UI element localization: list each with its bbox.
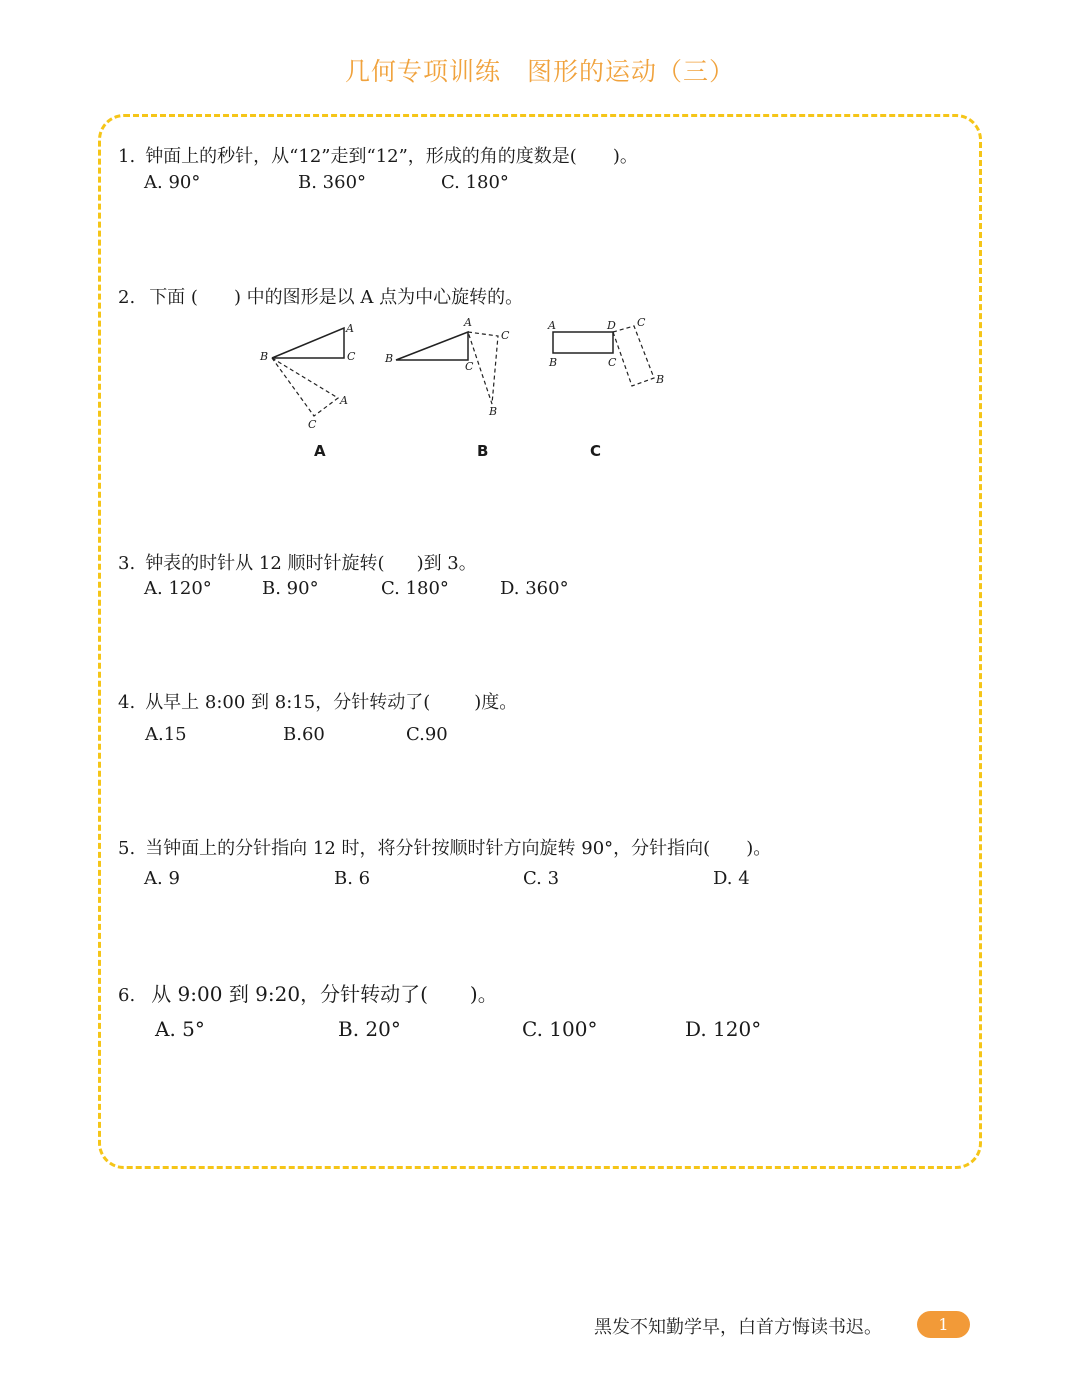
- title-topic: 图形的运动（三）: [527, 57, 736, 86]
- question-3: [118, 549, 477, 575]
- vertex-label: B: [260, 350, 269, 363]
- vertex-label: C: [501, 329, 510, 342]
- question-text: 从 9:00 到 9:20，分针转动了(: [151, 982, 428, 1006]
- option-d: D. 360°: [500, 578, 569, 599]
- option-c: C. 180°: [381, 578, 449, 599]
- question-text-end: )。: [612, 146, 638, 167]
- vertex-label: C: [347, 350, 356, 363]
- vertex-label: A: [346, 322, 354, 335]
- question-number: 2.: [118, 287, 136, 308]
- option-b: B. 20°: [338, 1017, 401, 1041]
- question-text-end: )度。: [474, 692, 518, 713]
- question-text: 钟面上的秒针，从“12”走到“12”，形成的角的度数是(: [145, 146, 577, 167]
- vertex-label: A: [464, 316, 472, 329]
- vertex-label: B: [385, 352, 394, 365]
- question-number: 5.: [118, 838, 136, 859]
- option-a: A.15: [145, 724, 187, 745]
- figure-label-a: A: [314, 442, 326, 460]
- figure-c-diagram: [547, 316, 664, 386]
- vertex-label: C: [637, 316, 646, 329]
- vertex-label: C: [608, 356, 617, 369]
- question-text: 下面 (: [149, 287, 198, 308]
- question-text: 从早上 8:00 到 8:15，分针转动了(: [145, 692, 431, 713]
- figure-a-diagram: [259, 322, 356, 431]
- option-d: D. 4: [713, 868, 750, 889]
- vertex-label: B: [549, 356, 558, 369]
- option-c: C. 100°: [522, 1017, 598, 1041]
- figure-label-c: C: [590, 442, 602, 460]
- page-title: [0, 52, 1080, 88]
- vertex-label: A: [340, 394, 348, 407]
- option-b: B. 360°: [298, 172, 367, 193]
- triangle-original: [272, 328, 344, 358]
- option-a: A. 5°: [155, 1017, 205, 1041]
- option-c: C. 180°: [441, 172, 509, 193]
- question-number: 4.: [118, 692, 136, 713]
- question-text-end: )。: [746, 838, 772, 859]
- footer-motto: 黑发不知勤学早，白首方悔读书迟。: [594, 1317, 882, 1338]
- vertex-label: A: [548, 319, 556, 332]
- vertex-label: C: [465, 360, 474, 373]
- rotation-figures: [240, 312, 680, 442]
- question-1: [118, 142, 638, 168]
- question-number: 1.: [118, 146, 136, 167]
- triangle-rotated: [272, 358, 338, 416]
- rectangle-original: [553, 332, 613, 353]
- question-5: [118, 834, 771, 860]
- option-b: B. 6: [334, 868, 371, 889]
- question-6: [118, 978, 498, 1007]
- vertex-label: B: [489, 405, 498, 418]
- option-c: C.90: [406, 724, 448, 745]
- option-a: A. 9: [144, 868, 180, 889]
- question-2: [118, 283, 523, 309]
- question-4: [118, 688, 517, 714]
- vertex-label: C: [308, 418, 317, 431]
- question-frame: [98, 114, 982, 1169]
- question-number: 6.: [118, 985, 136, 1006]
- figure-label-b: B: [477, 442, 489, 460]
- option-a: A. 90°: [144, 172, 201, 193]
- triangle-original: [396, 332, 468, 360]
- question-text: 当钟面上的分针指向 12 时，将分针按顺时针方向旋转 90°，分针指向(: [145, 838, 711, 859]
- question-number: 3.: [118, 553, 136, 574]
- question-text-end: )到 3。: [416, 553, 477, 574]
- rectangle-rotated: [613, 326, 654, 386]
- question-text: 钟表的时针从 12 顺时针旋转(: [145, 553, 385, 574]
- option-b: B. 90°: [262, 578, 319, 599]
- option-c: C. 3: [523, 868, 560, 889]
- vertex-label: D: [607, 319, 616, 332]
- title-subject: 几何专项训练: [344, 57, 501, 86]
- question-text-end: )。: [469, 982, 498, 1006]
- page-number-badge: 1: [917, 1311, 970, 1338]
- figure-b-diagram: [384, 316, 510, 418]
- option-d: D. 120°: [685, 1017, 762, 1041]
- option-a: A. 120°: [144, 578, 212, 599]
- option-b: B.60: [283, 724, 325, 745]
- question-text-end: ) 中的图形是以 A 点为中心旋转的。: [233, 287, 524, 308]
- vertex-label: B: [656, 373, 665, 386]
